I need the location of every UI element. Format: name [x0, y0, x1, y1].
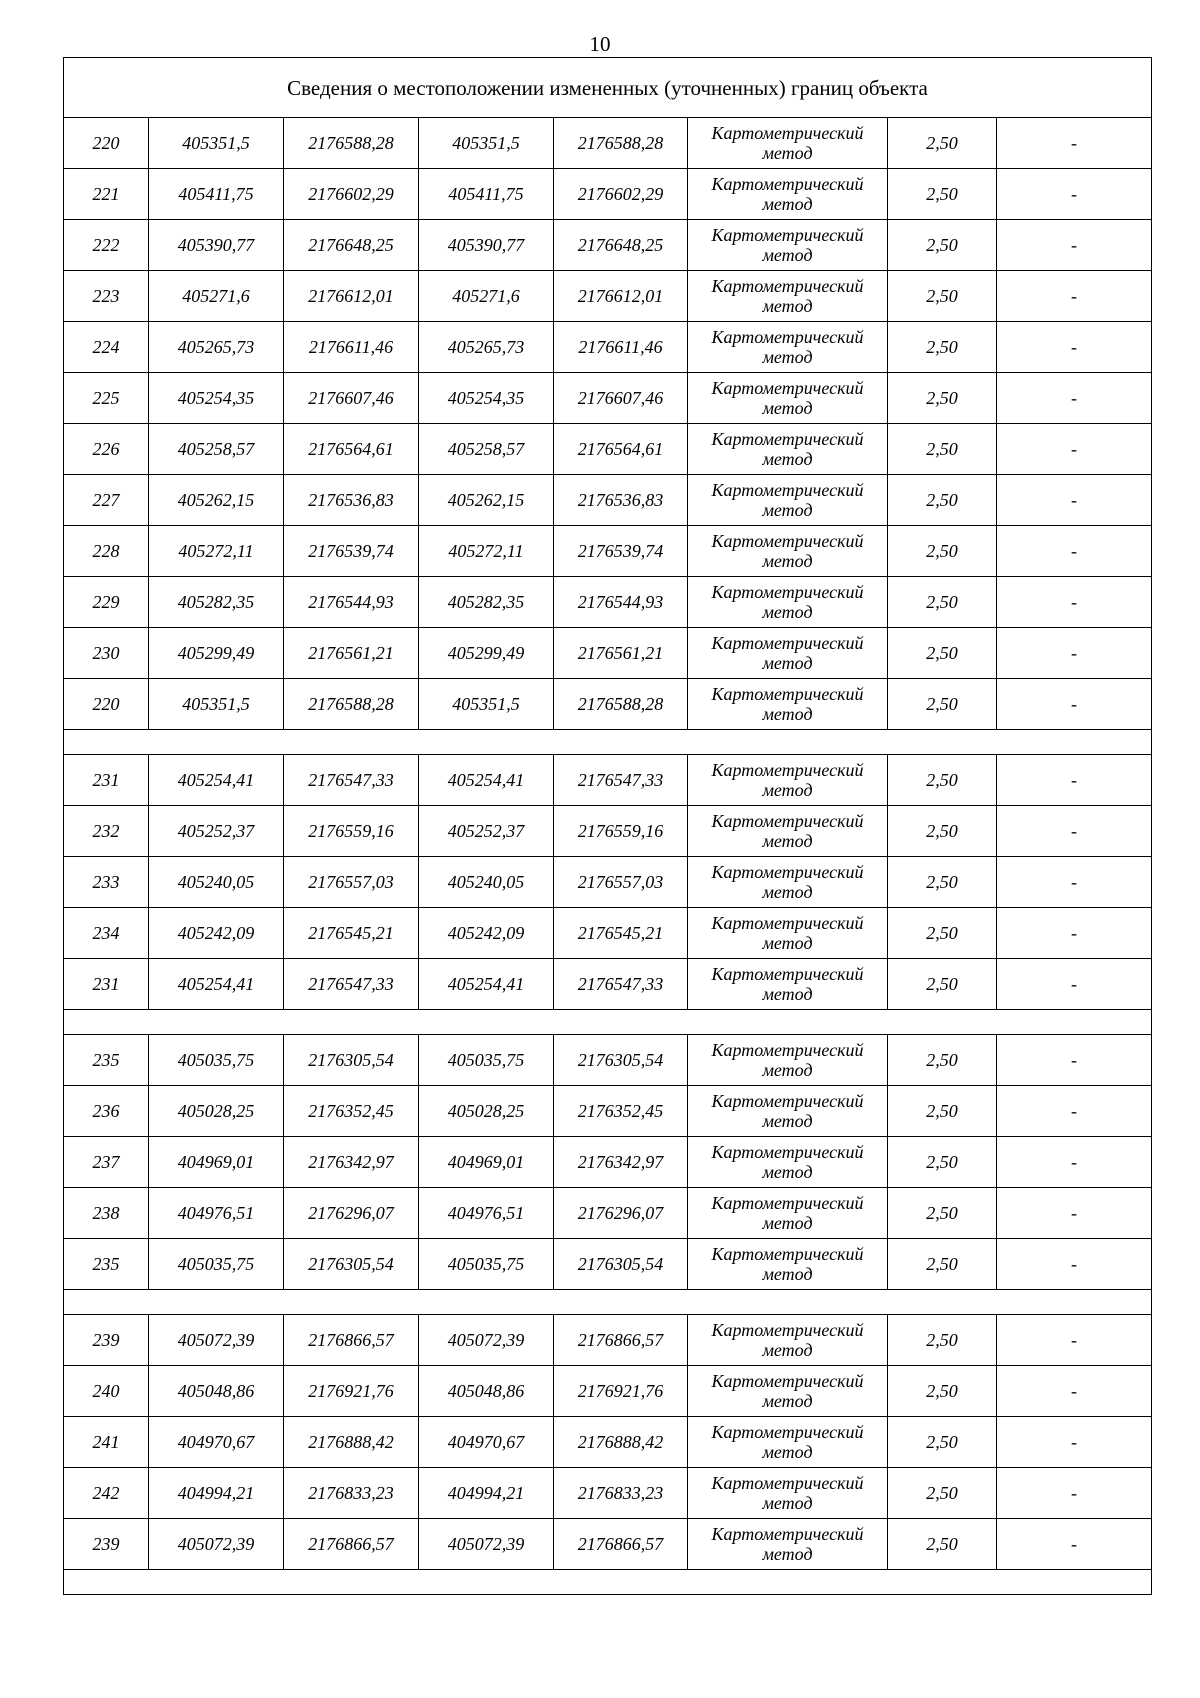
note-cell: -	[997, 322, 1152, 373]
existing-x-cell: 405258,57	[149, 424, 284, 475]
method-cell: Картометрический метод	[688, 577, 888, 628]
specified-x-cell: 405262,15	[419, 475, 554, 526]
method-cell: Картометрический метод	[688, 1086, 888, 1137]
method-cell: Картометрический метод	[688, 1239, 888, 1290]
table-row	[64, 1366, 1152, 1417]
specified-y-cell: 2176866,57	[554, 1315, 688, 1366]
existing-x-cell: 405299,49	[149, 628, 284, 679]
specified-y-cell: 2176888,42	[554, 1417, 688, 1468]
table-row	[64, 857, 1152, 908]
method-cell: Картометрический метод	[688, 169, 888, 220]
point-number-cell: 240	[64, 1366, 149, 1417]
point-number-cell: 238	[64, 1188, 149, 1239]
accuracy-cell: 2,50	[888, 118, 997, 169]
method-cell: Картометрический метод	[688, 908, 888, 959]
accuracy-cell: 2,50	[888, 424, 997, 475]
note-cell: -	[997, 1086, 1152, 1137]
existing-x-cell: 405282,35	[149, 577, 284, 628]
specified-y-cell: 2176536,83	[554, 475, 688, 526]
accuracy-cell: 2,50	[888, 1188, 997, 1239]
accuracy-cell: 2,50	[888, 322, 997, 373]
existing-x-cell: 405254,41	[149, 755, 284, 806]
point-number-cell: 227	[64, 475, 149, 526]
table-row	[64, 959, 1152, 1010]
group-separator-row	[64, 1010, 1152, 1035]
method-cell: Картометрический метод	[688, 220, 888, 271]
existing-y-cell: 2176607,46	[284, 373, 419, 424]
page-number: 10	[589, 32, 611, 56]
point-number-cell: 242	[64, 1468, 149, 1519]
method-cell: Картометрический метод	[688, 1035, 888, 1086]
existing-x-cell: 405242,09	[149, 908, 284, 959]
table-row	[64, 1519, 1152, 1570]
table-row	[64, 1468, 1152, 1519]
existing-x-cell: 405265,73	[149, 322, 284, 373]
point-number-cell: 235	[64, 1239, 149, 1290]
accuracy-cell: 2,50	[888, 1137, 997, 1188]
note-cell: -	[997, 169, 1152, 220]
specified-x-cell: 405254,35	[419, 373, 554, 424]
group-separator-cell	[64, 1570, 1152, 1595]
specified-y-cell: 2176607,46	[554, 373, 688, 424]
note-cell: -	[997, 1137, 1152, 1188]
accuracy-cell: 2,50	[888, 806, 997, 857]
specified-y-cell: 2176539,74	[554, 526, 688, 577]
existing-y-cell: 2176342,97	[284, 1137, 419, 1188]
specified-x-cell: 405282,35	[419, 577, 554, 628]
existing-y-cell: 2176866,57	[284, 1519, 419, 1570]
note-cell: -	[997, 1188, 1152, 1239]
method-cell: Картометрический метод	[688, 526, 888, 577]
point-number-cell: 239	[64, 1519, 149, 1570]
specified-x-cell: 405035,75	[419, 1239, 554, 1290]
specified-x-cell: 404969,01	[419, 1137, 554, 1188]
note-cell: -	[997, 959, 1152, 1010]
accuracy-cell: 2,50	[888, 1315, 997, 1366]
accuracy-cell: 2,50	[888, 755, 997, 806]
note-cell: -	[997, 908, 1152, 959]
method-cell: Картометрический метод	[688, 322, 888, 373]
accuracy-cell: 2,50	[888, 1239, 997, 1290]
note-cell: -	[997, 628, 1152, 679]
specified-y-cell: 2176648,25	[554, 220, 688, 271]
note-cell: -	[997, 424, 1152, 475]
group-separator-row	[64, 730, 1152, 755]
existing-x-cell: 405035,75	[149, 1239, 284, 1290]
point-number-cell: 239	[64, 1315, 149, 1366]
specified-y-cell: 2176921,76	[554, 1366, 688, 1417]
method-cell: Картометрический метод	[688, 628, 888, 679]
existing-x-cell: 405252,37	[149, 806, 284, 857]
existing-y-cell: 2176648,25	[284, 220, 419, 271]
point-number-cell: 241	[64, 1417, 149, 1468]
existing-y-cell: 2176921,76	[284, 1366, 419, 1417]
point-number-cell: 237	[64, 1137, 149, 1188]
specified-y-cell: 2176547,33	[554, 959, 688, 1010]
accuracy-cell: 2,50	[888, 1035, 997, 1086]
specified-x-cell: 405028,25	[419, 1086, 554, 1137]
table-row	[64, 1315, 1152, 1366]
existing-y-cell: 2176588,28	[284, 679, 419, 730]
point-number-cell: 224	[64, 322, 149, 373]
existing-y-cell: 2176557,03	[284, 857, 419, 908]
table-row	[64, 220, 1152, 271]
method-cell: Картометрический метод	[688, 1519, 888, 1570]
specified-y-cell: 2176564,61	[554, 424, 688, 475]
specified-y-cell: 2176557,03	[554, 857, 688, 908]
existing-y-cell: 2176547,33	[284, 959, 419, 1010]
specified-y-cell: 2176611,46	[554, 322, 688, 373]
table-row	[64, 475, 1152, 526]
note-cell: -	[997, 1366, 1152, 1417]
table-row	[64, 1086, 1152, 1137]
method-cell: Картометрический метод	[688, 271, 888, 322]
specified-x-cell: 405242,09	[419, 908, 554, 959]
accuracy-cell: 2,50	[888, 577, 997, 628]
method-cell: Картометрический метод	[688, 424, 888, 475]
note-cell: -	[997, 118, 1152, 169]
point-number-cell: 226	[64, 424, 149, 475]
table-row	[64, 1137, 1152, 1188]
specified-y-cell: 2176559,16	[554, 806, 688, 857]
specified-y-cell: 2176612,01	[554, 271, 688, 322]
method-cell: Картометрический метод	[688, 806, 888, 857]
existing-x-cell: 405271,6	[149, 271, 284, 322]
table-row	[64, 679, 1152, 730]
specified-y-cell: 2176547,33	[554, 755, 688, 806]
specified-x-cell: 405351,5	[419, 118, 554, 169]
existing-x-cell: 405411,75	[149, 169, 284, 220]
note-cell: -	[997, 1239, 1152, 1290]
method-cell: Картометрический метод	[688, 1468, 888, 1519]
existing-x-cell: 405254,35	[149, 373, 284, 424]
accuracy-cell: 2,50	[888, 1366, 997, 1417]
specified-x-cell: 405265,73	[419, 322, 554, 373]
table-row	[64, 1417, 1152, 1468]
specified-x-cell: 405252,37	[419, 806, 554, 857]
specified-x-cell: 405072,39	[419, 1519, 554, 1570]
table-row	[64, 1188, 1152, 1239]
method-cell: Картометрический метод	[688, 755, 888, 806]
existing-y-cell: 2176866,57	[284, 1315, 419, 1366]
specified-x-cell: 405390,77	[419, 220, 554, 271]
existing-x-cell: 405072,39	[149, 1519, 284, 1570]
specified-x-cell: 405351,5	[419, 679, 554, 730]
existing-y-cell: 2176296,07	[284, 1188, 419, 1239]
accuracy-cell: 2,50	[888, 169, 997, 220]
specified-y-cell: 2176833,23	[554, 1468, 688, 1519]
specified-y-cell: 2176602,29	[554, 169, 688, 220]
point-number-cell: 230	[64, 628, 149, 679]
specified-x-cell: 405035,75	[419, 1035, 554, 1086]
accuracy-cell: 2,50	[888, 959, 997, 1010]
existing-y-cell: 2176833,23	[284, 1468, 419, 1519]
specified-y-cell: 2176544,93	[554, 577, 688, 628]
method-cell: Картометрический метод	[688, 475, 888, 526]
point-number-cell: 234	[64, 908, 149, 959]
accuracy-cell: 2,50	[888, 271, 997, 322]
group-separator-cell	[64, 1290, 1152, 1315]
existing-x-cell: 405028,25	[149, 1086, 284, 1137]
note-cell: -	[997, 1468, 1152, 1519]
existing-y-cell: 2176611,46	[284, 322, 419, 373]
specified-y-cell: 2176305,54	[554, 1239, 688, 1290]
method-cell: Картометрический метод	[688, 857, 888, 908]
specified-x-cell: 404970,67	[419, 1417, 554, 1468]
table-row	[64, 373, 1152, 424]
accuracy-cell: 2,50	[888, 1519, 997, 1570]
specified-y-cell: 2176545,21	[554, 908, 688, 959]
existing-y-cell: 2176305,54	[284, 1239, 419, 1290]
accuracy-cell: 2,50	[888, 908, 997, 959]
accuracy-cell: 2,50	[888, 220, 997, 271]
method-cell: Картометрический метод	[688, 1188, 888, 1239]
point-number-cell: 228	[64, 526, 149, 577]
specified-y-cell: 2176588,28	[554, 118, 688, 169]
existing-x-cell: 405262,15	[149, 475, 284, 526]
point-number-cell: 220	[64, 679, 149, 730]
table-row	[64, 577, 1152, 628]
specified-x-cell: 405299,49	[419, 628, 554, 679]
note-cell: -	[997, 271, 1152, 322]
group-separator-cell	[64, 730, 1152, 755]
note-cell: -	[997, 1315, 1152, 1366]
existing-y-cell: 2176612,01	[284, 271, 419, 322]
specified-y-cell: 2176352,45	[554, 1086, 688, 1137]
existing-x-cell: 404969,01	[149, 1137, 284, 1188]
specified-y-cell: 2176296,07	[554, 1188, 688, 1239]
accuracy-cell: 2,50	[888, 857, 997, 908]
note-cell: -	[997, 475, 1152, 526]
table-row	[64, 424, 1152, 475]
existing-y-cell: 2176559,16	[284, 806, 419, 857]
accuracy-cell: 2,50	[888, 373, 997, 424]
existing-y-cell: 2176564,61	[284, 424, 419, 475]
table-row	[64, 118, 1152, 169]
note-cell: -	[997, 857, 1152, 908]
note-cell: -	[997, 1417, 1152, 1468]
point-number-cell: 236	[64, 1086, 149, 1137]
point-number-cell: 220	[64, 118, 149, 169]
method-cell: Картометрический метод	[688, 1366, 888, 1417]
existing-x-cell: 405048,86	[149, 1366, 284, 1417]
table-row	[64, 271, 1152, 322]
point-number-cell: 231	[64, 755, 149, 806]
existing-x-cell: 405351,5	[149, 679, 284, 730]
existing-y-cell: 2176536,83	[284, 475, 419, 526]
accuracy-cell: 2,50	[888, 679, 997, 730]
note-cell: -	[997, 679, 1152, 730]
coordinates-table	[63, 57, 1152, 1595]
point-number-cell: 233	[64, 857, 149, 908]
table-row	[64, 806, 1152, 857]
specified-y-cell: 2176305,54	[554, 1035, 688, 1086]
existing-x-cell: 405254,41	[149, 959, 284, 1010]
accuracy-cell: 2,50	[888, 1417, 997, 1468]
existing-x-cell: 404994,21	[149, 1468, 284, 1519]
group-separator-row	[64, 1570, 1152, 1595]
table-row	[64, 322, 1152, 373]
specified-x-cell: 405048,86	[419, 1366, 554, 1417]
existing-x-cell: 404976,51	[149, 1188, 284, 1239]
specified-x-cell: 404976,51	[419, 1188, 554, 1239]
specified-x-cell: 405254,41	[419, 959, 554, 1010]
point-number-cell: 222	[64, 220, 149, 271]
method-cell: Картометрический метод	[688, 959, 888, 1010]
point-number-cell: 229	[64, 577, 149, 628]
point-number-cell: 232	[64, 806, 149, 857]
point-number-cell: 223	[64, 271, 149, 322]
note-cell: -	[997, 526, 1152, 577]
table-row	[64, 1035, 1152, 1086]
existing-y-cell: 2176588,28	[284, 118, 419, 169]
specified-y-cell: 2176342,97	[554, 1137, 688, 1188]
existing-x-cell: 405272,11	[149, 526, 284, 577]
method-cell: Картометрический метод	[688, 1137, 888, 1188]
note-cell: -	[997, 220, 1152, 271]
note-cell: -	[997, 1519, 1152, 1570]
existing-x-cell: 405390,77	[149, 220, 284, 271]
method-cell: Картометрический метод	[688, 679, 888, 730]
point-number-cell: 231	[64, 959, 149, 1010]
existing-y-cell: 2176544,93	[284, 577, 419, 628]
note-cell: -	[997, 755, 1152, 806]
specified-y-cell: 2176561,21	[554, 628, 688, 679]
group-separator-cell	[64, 1010, 1152, 1035]
table-row	[64, 169, 1152, 220]
existing-x-cell: 405072,39	[149, 1315, 284, 1366]
note-cell: -	[997, 1035, 1152, 1086]
accuracy-cell: 2,50	[888, 628, 997, 679]
existing-y-cell: 2176539,74	[284, 526, 419, 577]
method-cell: Картометрический метод	[688, 118, 888, 169]
existing-y-cell: 2176545,21	[284, 908, 419, 959]
existing-x-cell: 404970,67	[149, 1417, 284, 1468]
existing-y-cell: 2176888,42	[284, 1417, 419, 1468]
specified-x-cell: 404994,21	[419, 1468, 554, 1519]
accuracy-cell: 2,50	[888, 1468, 997, 1519]
group-separator-row	[64, 1290, 1152, 1315]
method-cell: Картометрический метод	[688, 1417, 888, 1468]
existing-x-cell: 405035,75	[149, 1035, 284, 1086]
existing-x-cell: 405351,5	[149, 118, 284, 169]
specified-x-cell: 405411,75	[419, 169, 554, 220]
accuracy-cell: 2,50	[888, 1086, 997, 1137]
method-cell: Картометрический метод	[688, 1315, 888, 1366]
existing-y-cell: 2176305,54	[284, 1035, 419, 1086]
specified-x-cell: 405258,57	[419, 424, 554, 475]
table-title: Сведения о местоположении измененных (уточненных) границ объекта	[64, 58, 1152, 118]
accuracy-cell: 2,50	[888, 526, 997, 577]
existing-y-cell: 2176352,45	[284, 1086, 419, 1137]
table-row	[64, 526, 1152, 577]
accuracy-cell: 2,50	[888, 475, 997, 526]
specified-x-cell: 405254,41	[419, 755, 554, 806]
existing-y-cell: 2176561,21	[284, 628, 419, 679]
note-cell: -	[997, 577, 1152, 628]
note-cell: -	[997, 806, 1152, 857]
point-number-cell: 225	[64, 373, 149, 424]
specified-y-cell: 2176866,57	[554, 1519, 688, 1570]
existing-y-cell: 2176547,33	[284, 755, 419, 806]
point-number-cell: 221	[64, 169, 149, 220]
table-row	[64, 755, 1152, 806]
existing-x-cell: 405240,05	[149, 857, 284, 908]
table-row	[64, 1239, 1152, 1290]
point-number-cell: 235	[64, 1035, 149, 1086]
table-row	[64, 628, 1152, 679]
table-title-row	[64, 58, 1152, 118]
specified-y-cell: 2176588,28	[554, 679, 688, 730]
specified-x-cell: 405271,6	[419, 271, 554, 322]
specified-x-cell: 405072,39	[419, 1315, 554, 1366]
method-cell: Картометрический метод	[688, 373, 888, 424]
existing-y-cell: 2176602,29	[284, 169, 419, 220]
note-cell: -	[997, 373, 1152, 424]
table-row	[64, 908, 1152, 959]
specified-x-cell: 405240,05	[419, 857, 554, 908]
specified-x-cell: 405272,11	[419, 526, 554, 577]
